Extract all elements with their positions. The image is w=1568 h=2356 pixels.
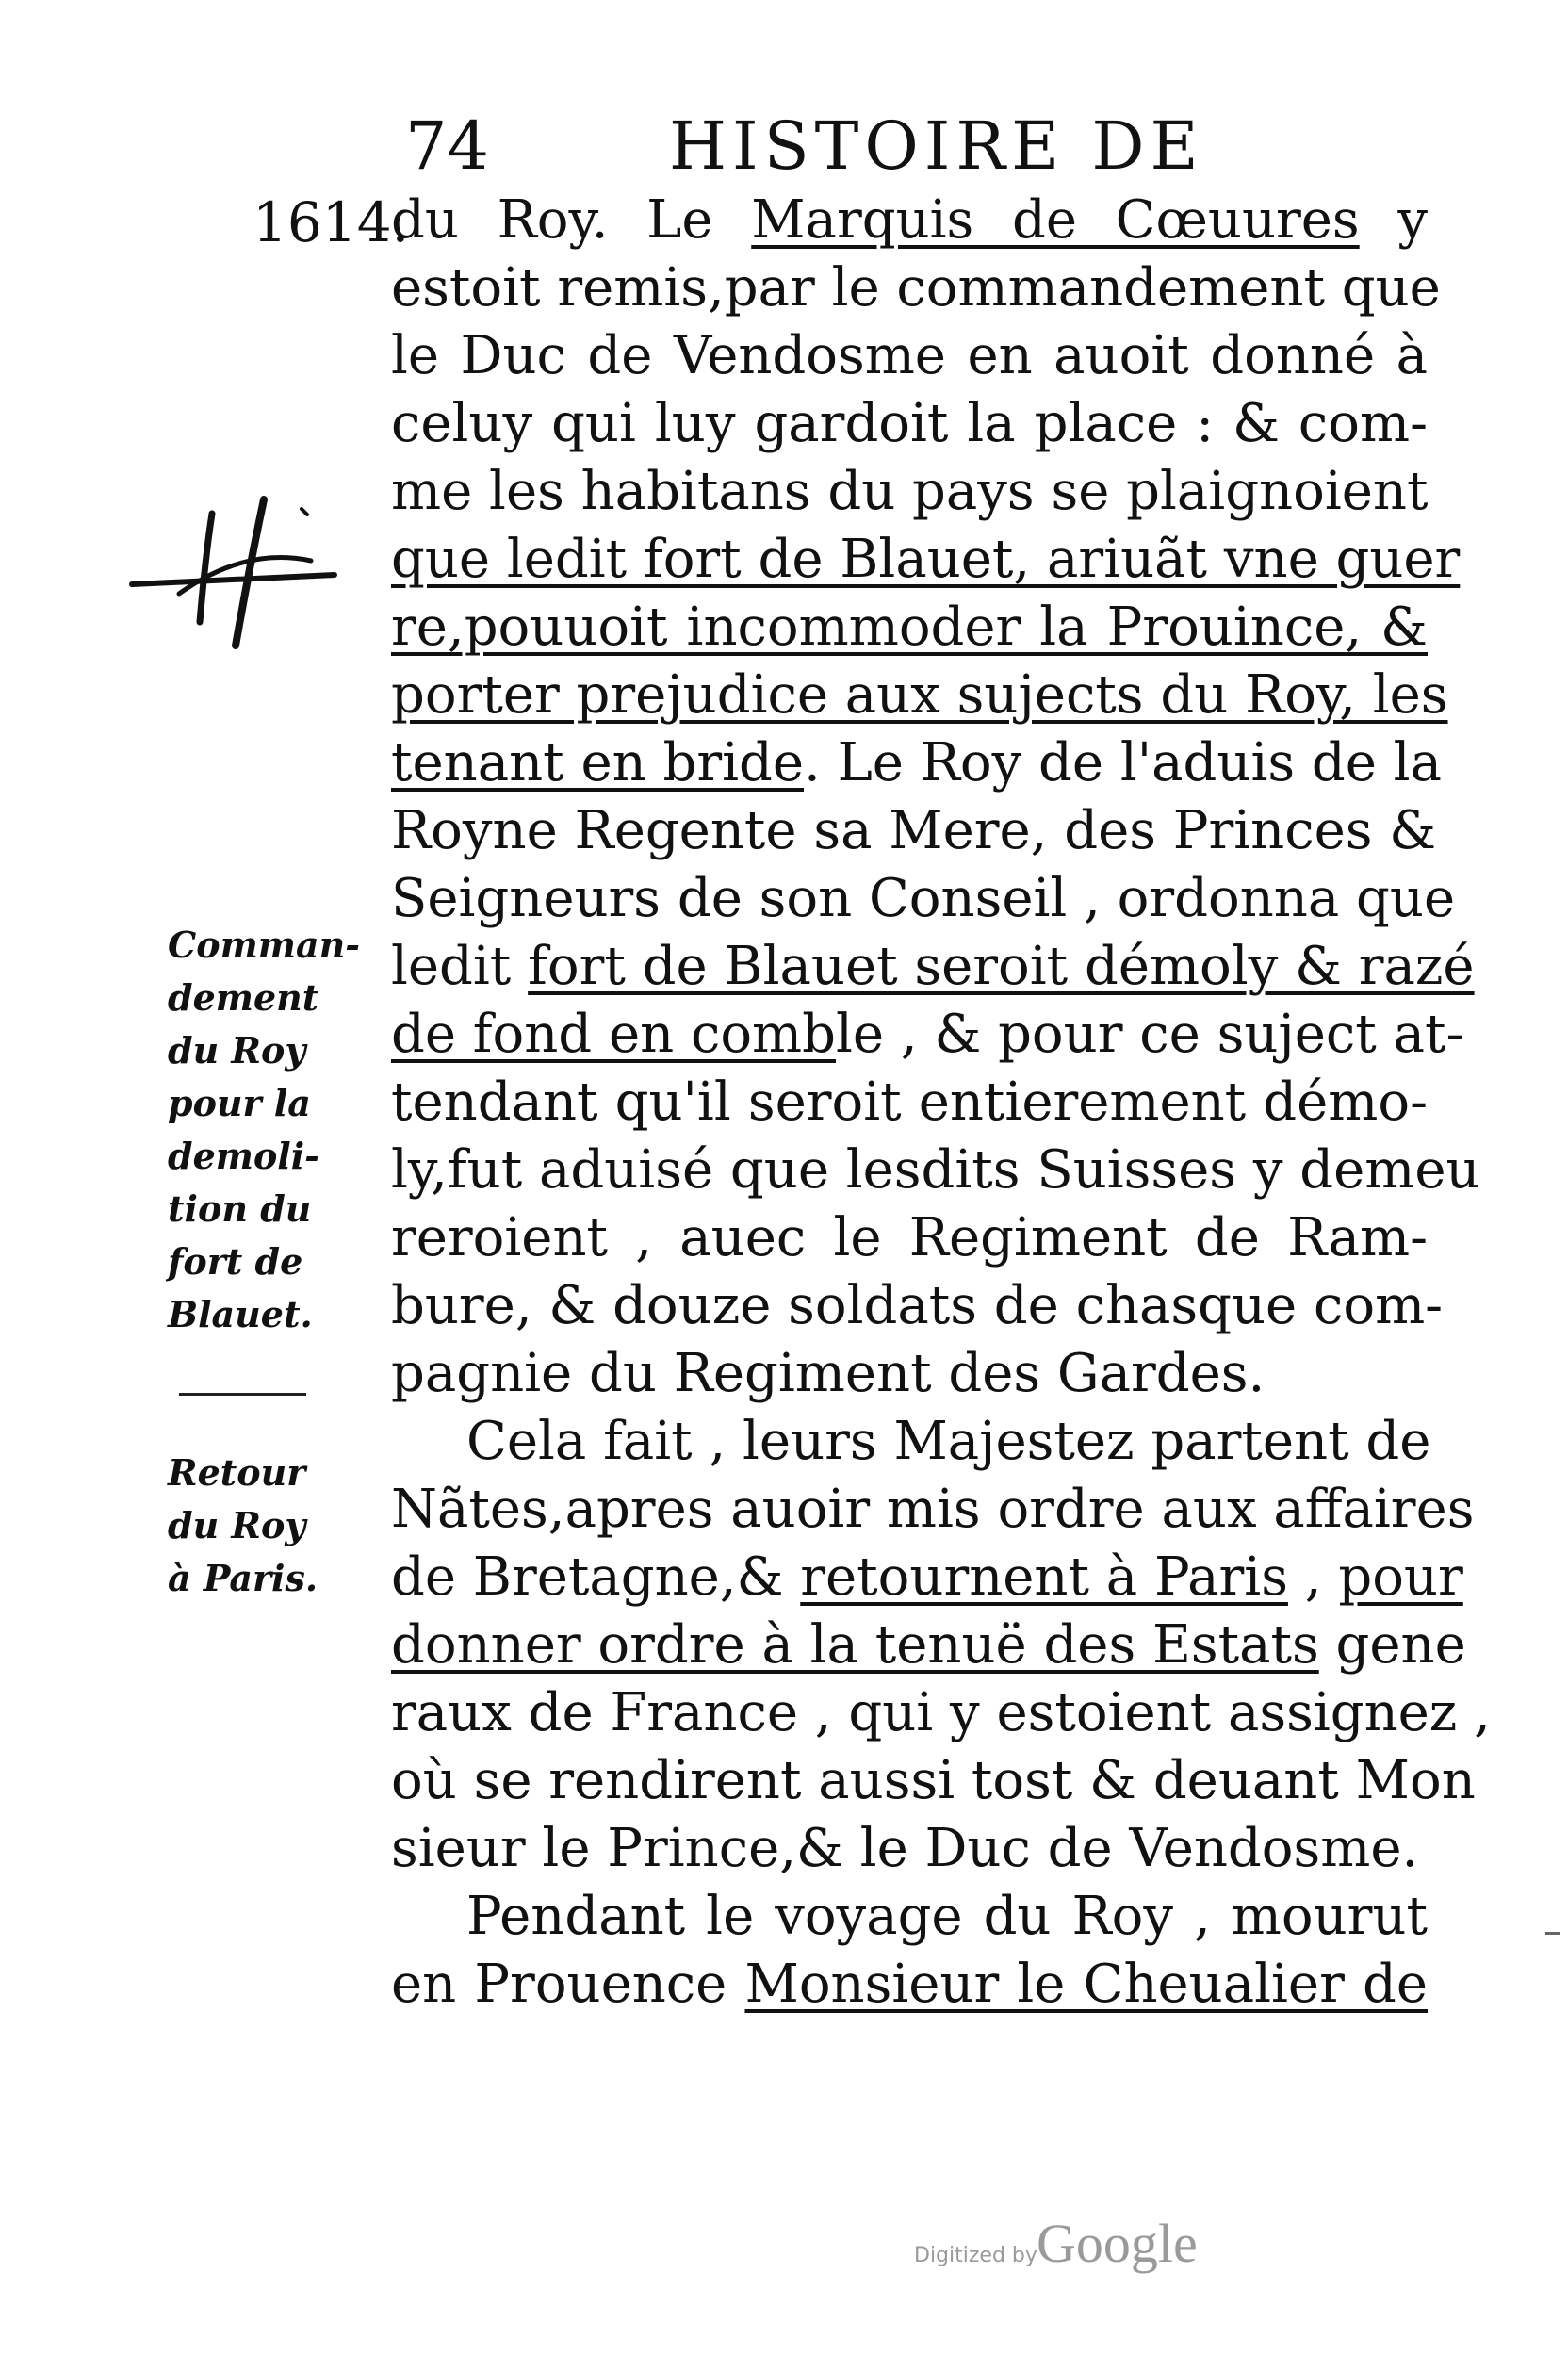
digitized-by-text: Digitized by xyxy=(914,2244,1037,2267)
margin-note-line: Blauet. xyxy=(168,1293,313,1335)
running-head xyxy=(396,104,1432,188)
text-segment: reroient , auec le Regiment de Ram- xyxy=(391,1207,1428,1268)
underlined-text: retournent à Paris xyxy=(800,1546,1288,1608)
margin-note-line: du Roy xyxy=(168,1029,306,1072)
text-line xyxy=(391,1612,1466,1679)
text-line xyxy=(391,1815,1428,1883)
text-line xyxy=(391,1069,1428,1137)
text-segment: le , & pour ce suject at- xyxy=(835,1004,1464,1065)
text-line xyxy=(391,458,1428,526)
underlined-text: tenant en bride xyxy=(391,732,804,794)
margin-dash xyxy=(1545,1932,1560,1935)
text-line xyxy=(391,1951,1428,2019)
text-segment: Royne Regente sa Mere, des Princes & xyxy=(391,800,1437,861)
underlined-text: de fond en comb xyxy=(391,1004,836,1065)
digitized-watermark xyxy=(914,2210,1234,2285)
text-line xyxy=(391,1204,1428,1272)
page-number: 74 xyxy=(405,107,490,185)
text-line xyxy=(391,254,1441,322)
underlined-text: porter prejudice aux sujects du Roy, les xyxy=(391,664,1448,726)
text-segment: y xyxy=(1359,189,1429,251)
text-line xyxy=(391,322,1428,390)
year-marginal: 1614. xyxy=(253,190,410,254)
underlined-text: re,pouuoit incommoder la Prouince, & xyxy=(391,597,1428,658)
margin-note-line: Comman- xyxy=(168,924,361,966)
text-segment: Cela fait , leurs Majestez partent de xyxy=(466,1411,1431,1472)
text-line xyxy=(391,1747,1476,1815)
margin-note-line: Retour xyxy=(168,1451,306,1494)
text-segment: le Duc de Vendosme en auoit donné à xyxy=(391,325,1428,386)
underlined-text: que ledit fort de Blauet, ariuãt vne guer xyxy=(391,529,1461,590)
text-line xyxy=(391,662,1448,729)
text-line xyxy=(391,1679,1491,1747)
margin-note-line: du Roy xyxy=(168,1504,306,1546)
text-line xyxy=(391,1544,1463,1612)
text-line xyxy=(391,1408,1431,1476)
text-segment: ly,fut aduisé que lesdits Suisses y demeu xyxy=(391,1139,1480,1201)
text-line xyxy=(391,865,1456,933)
margin-note-line: tion du xyxy=(168,1187,312,1230)
text-line xyxy=(391,1001,1464,1069)
margin-note-line: pour la xyxy=(168,1082,311,1124)
underlined-text: Marquis de Cœuures xyxy=(751,189,1360,251)
text-segment: celuy qui luy gardoit la place : & com- xyxy=(391,393,1428,454)
text-line xyxy=(391,933,1475,1001)
text-line xyxy=(391,729,1442,797)
text-segment: Nãtes,apres auoir mis ordre aux affaires xyxy=(391,1479,1475,1540)
underlined-text: fort de Blauet seroit démoly & razé xyxy=(528,936,1475,997)
margin-note-line: demoli- xyxy=(168,1135,319,1177)
text-segment: ledit xyxy=(391,936,529,997)
text-line xyxy=(391,390,1428,458)
text-line xyxy=(391,1883,1428,1951)
underlined-text: Monsieur le Cheualier de xyxy=(744,1954,1428,2015)
text-segment: . Le Roy de l'aduis de la xyxy=(804,732,1442,794)
text-segment: gene xyxy=(1318,1614,1466,1676)
text-line xyxy=(391,1272,1444,1340)
margin-note-return xyxy=(168,1447,318,1605)
text-line xyxy=(391,1476,1475,1544)
text-segment: sieur le Prince,& le Duc de Vendosme. xyxy=(391,1818,1419,1879)
text-segment: Seigneurs de son Conseil , ordonna que xyxy=(391,868,1456,929)
handwritten-mark-icon xyxy=(122,481,368,650)
text-segment: bure, & douze soldats de chasque com- xyxy=(391,1275,1444,1336)
text-line xyxy=(391,797,1437,865)
underlined-text: pour xyxy=(1338,1546,1463,1608)
google-logo: Google xyxy=(1037,2213,1198,2274)
text-segment: pagnie du Regiment des Gardes. xyxy=(391,1343,1266,1404)
text-line xyxy=(391,1340,1428,1408)
margin-note-demolition xyxy=(168,919,360,1341)
margin-note-divider xyxy=(179,1393,306,1396)
text-segment: où se rendirent aussi tost & deuant Mon xyxy=(391,1750,1476,1811)
text-segment: estoit remis,par le commandement que xyxy=(391,257,1441,319)
text-segment: raux de France , qui y estoient assignez , xyxy=(391,1682,1491,1743)
text-line xyxy=(391,594,1428,662)
text-segment: tendant qu'il seroit entierement démo- xyxy=(391,1072,1428,1133)
body-text xyxy=(391,187,1491,2019)
text-segment: du Roy. Le xyxy=(391,189,752,251)
text-segment: en Prouence xyxy=(391,1954,745,2015)
text-segment: de Bretagne,& xyxy=(391,1546,801,1608)
text-segment: me les habitans du pays se plaignoient xyxy=(391,461,1429,522)
underlined-text: donner ordre à la tenuë des Estats xyxy=(391,1614,1319,1676)
text-segment: , xyxy=(1287,1546,1339,1608)
text-line xyxy=(391,187,1428,254)
margin-note-line: fort de xyxy=(168,1240,303,1283)
text-segment: Pendant le voyage du Roy , mourut xyxy=(466,1886,1428,1947)
margin-note-line: dement xyxy=(168,976,319,1019)
text-line xyxy=(391,526,1461,594)
text-line xyxy=(391,1137,1480,1204)
margin-note-line: à Paris. xyxy=(168,1557,318,1599)
running-title: HISTOIRE DE xyxy=(669,107,1204,185)
